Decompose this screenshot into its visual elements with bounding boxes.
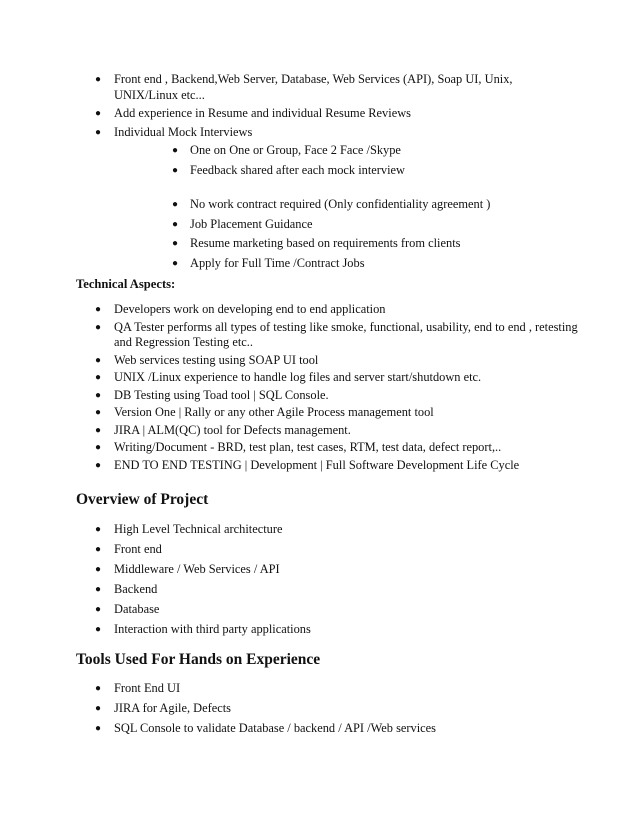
list-item-text: No work contract required (Only confidentiality agreement ) (190, 197, 491, 211)
list-item-text: DB Testing using Toad tool | SQL Console. (114, 387, 329, 402)
bullet-icon: ● (95, 304, 102, 315)
list-item-text: SQL Console to validate Database / backend / API /Web services (114, 721, 436, 735)
bullet-icon: ● (95, 424, 102, 436)
list-item-text: Front end (114, 542, 162, 556)
bullet-icon: ● (172, 199, 179, 210)
sub-list-item (172, 143, 554, 159)
list-item-text: Database (114, 602, 160, 616)
bullet-icon: ● (172, 145, 179, 156)
bullet-icon: ● (95, 584, 102, 595)
list-item-text: Writing/Document - BRD, test plan, test cases, RTM, test data, defect report,.. (114, 440, 502, 454)
list-item (95, 422, 584, 439)
list-item (95, 457, 584, 474)
technical-aspects-list (95, 302, 584, 475)
bullet-icon: ● (95, 683, 102, 694)
spacer (114, 182, 554, 194)
list-item-text: Backend (114, 582, 158, 596)
bullet-icon: ● (95, 544, 102, 555)
list-item-text: Version One | Rally or any other Agile Process management tool (114, 405, 434, 419)
list-item-text: Individual Mock Interviews (114, 124, 253, 139)
bullet-icon: ● (95, 372, 102, 383)
mock-interview-sub-list (172, 143, 554, 178)
bullet-icon: ● (95, 389, 102, 401)
bullet-icon: ● (95, 126, 102, 138)
bullet-icon: ● (172, 238, 179, 249)
bullet-icon: ● (95, 624, 102, 635)
list-item (95, 622, 554, 638)
list-item-text: Resume marketing based on requirements from clients (190, 236, 461, 250)
overview-heading: Overview of Project (76, 491, 209, 508)
overview-list (95, 522, 554, 642)
list-item-text: UNIX /Linux experience to handle log files and server start/shutdown etc. (114, 370, 482, 384)
list-item (95, 542, 554, 558)
list-item (95, 582, 554, 598)
list-item-text: JIRA for Agile, Defects (114, 701, 231, 715)
list-item-text: JIRA | ALM(QC) tool for Defects management. (114, 422, 351, 437)
tools-list (95, 681, 554, 741)
bullet-icon: ● (95, 354, 102, 366)
sub-list-item (172, 255, 554, 272)
list-item (95, 106, 554, 122)
list-item-text: Job Placement Guidance (190, 216, 313, 231)
bullet-icon: ● (95, 321, 102, 333)
list-item (95, 405, 584, 421)
tools-heading: Tools Used For Hands on Experience (76, 651, 321, 668)
bullet-icon: ● (95, 74, 102, 85)
list-item-text: END TO END TESTING | Development | Full Software Development Life Cycle (114, 457, 520, 472)
list-item-text: Middleware / Web Services / API (114, 562, 280, 576)
job-support-sub-list (172, 197, 554, 271)
bullet-icon: ● (95, 524, 102, 535)
bullet-icon: ● (95, 703, 102, 714)
list-item (95, 352, 584, 369)
list-item-text: Web services testing using SOAP UI tool (114, 352, 319, 367)
list-item-text: Interaction with third party applications (114, 622, 311, 636)
bullet-icon: ● (95, 442, 102, 453)
bullet-icon: ● (95, 108, 102, 119)
list-item (95, 440, 584, 456)
list-item-text: QA Tester performs all types of testing like smoke, functional, usability, end to end , retesting and Regression Testing etc.. (114, 319, 578, 349)
list-item (95, 319, 584, 351)
list-item (95, 721, 554, 737)
list-item-text: Front End UI (114, 681, 181, 695)
bullet-icon: ● (172, 257, 179, 269)
bullet-icon: ● (95, 407, 102, 418)
list-item (95, 387, 584, 404)
list-item-text: Front end , Backend,Web Server, Database, Web Services (API), Soap UI, Unix, UNIX/Linux etc... (114, 72, 513, 102)
list-item-text: Apply for Full Time /Contract Jobs (190, 255, 365, 270)
bullet-icon: ● (95, 564, 102, 575)
list-item (95, 124, 554, 272)
list-item (95, 72, 554, 103)
bullet-icon: ● (95, 459, 102, 471)
list-item-text: Feedback shared after each mock interview (190, 162, 406, 177)
sub-list-item (172, 162, 554, 179)
list-item (95, 562, 554, 578)
technical-aspects-heading: Technical Aspects: (76, 277, 176, 291)
sub-list-item (172, 216, 554, 233)
bullet-icon: ● (172, 164, 179, 176)
top-bullet-list (95, 72, 554, 275)
list-item-text: One on One or Group, Face 2 Face /Skype (190, 143, 401, 157)
bullet-icon: ● (172, 218, 179, 230)
list-item (95, 681, 554, 697)
list-item-text: Add experience in Resume and individual Resume Reviews (114, 106, 411, 120)
list-item-text: High Level Technical architecture (114, 522, 283, 536)
bullet-icon: ● (95, 723, 102, 734)
list-item (95, 602, 554, 618)
list-item (95, 522, 554, 538)
list-item (95, 701, 554, 717)
list-item-text: Developers work on developing end to end application (114, 302, 386, 316)
list-item (95, 302, 584, 318)
sub-list-item (172, 236, 554, 252)
bullet-icon: ● (95, 604, 102, 615)
list-item (95, 370, 584, 386)
sub-list-item (172, 197, 554, 213)
